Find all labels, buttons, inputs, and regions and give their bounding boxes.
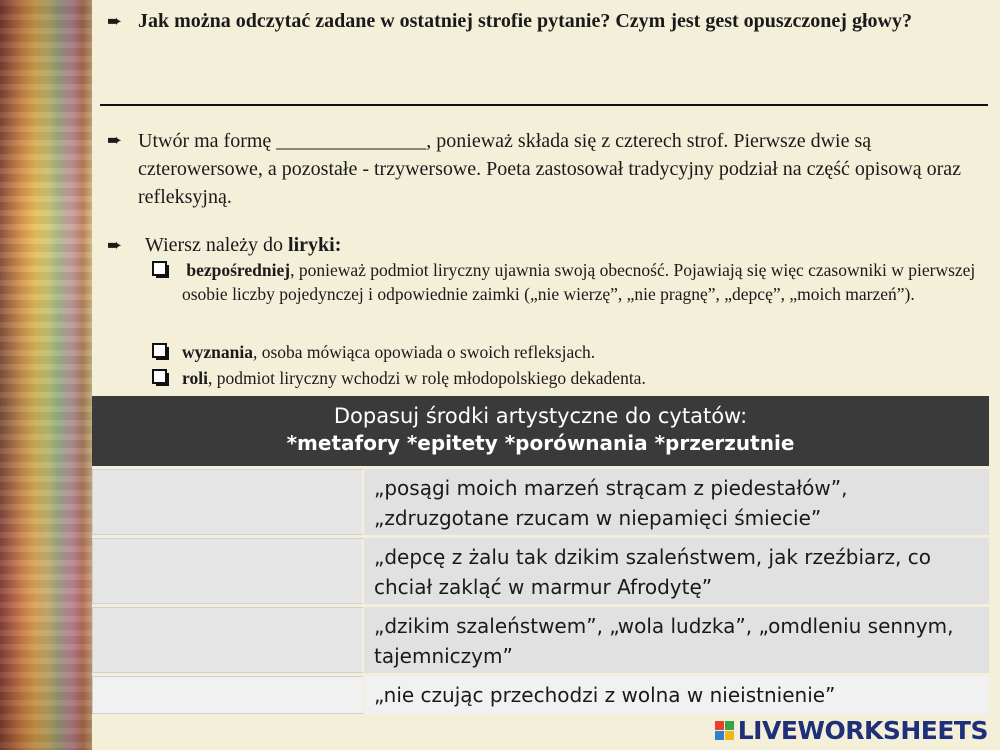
- quote-cell: „nie czując przechodzi z wolna w nieistnienie”: [364, 676, 989, 714]
- matching-exercise-table: [92, 396, 989, 714]
- pointing-hand-bullet-icon: ➨: [107, 235, 123, 255]
- answer-drop-zone[interactable]: [92, 676, 364, 714]
- subpoint-text: , ponieważ podmiot liryczny ujawnia swoją obecność. Pojawiają się więc czasowniki w pierwszej osobie liczby pojedynczej i odpowiednie zaimki („nie wierzę”, „nie pragnę”, „depcę”, „moich marzeń”).: [182, 260, 976, 304]
- pointing-hand-bullet-icon: ➨: [107, 11, 123, 31]
- liveworksheets-logo-icon: [715, 721, 734, 740]
- question-text: Jak można odczytać zadane w ostatniej strofie pytanie? Czym jest gest opuszczonej głowy?: [138, 10, 912, 32]
- subpoint-bold: wyznania: [182, 342, 253, 362]
- quote-cell: „dzikim szaleństwem”, „wola ludzka”, „omdleniu sennym, tajemniczym”: [364, 607, 989, 673]
- checkbox-bullet-icon: [152, 343, 167, 358]
- liveworksheets-watermark: [715, 715, 988, 745]
- lyric-type-bold: liryki:: [288, 234, 342, 256]
- decorative-side-strip: [0, 0, 92, 750]
- answer-drop-zone[interactable]: [92, 607, 364, 673]
- lyric-type-paragraph: [100, 232, 980, 258]
- subpoint-text: , osoba mówiąca opowiada o swoich refleksjach.: [252, 342, 596, 362]
- question-block: [100, 8, 980, 35]
- form-paragraph-text: Utwór ma formę _______________, ponieważ składa się z czterech strof. Pierwsze dwie są czterowersowe, a pozostałe - trzywersowe. Poeta zastosował tradycyjny podział na część opisową oraz refleksyjną.: [138, 130, 961, 208]
- watermark-text: LIVEWORKSHEETS: [737, 715, 988, 745]
- table-row: [92, 673, 989, 714]
- lyric-type-prefix: Wiersz należy do: [145, 234, 289, 256]
- table-row: [92, 535, 989, 604]
- quote-cell: „posągi moich marzeń strącam z piedestałów”, „zdruzgotane rzucam w niepamięci śmiecie”: [364, 469, 989, 535]
- subpoint-item: [152, 366, 982, 390]
- answer-line[interactable]: [100, 104, 988, 106]
- quote-cell: „depcę z żalu tak dzikim szaleństwem, jak rzeźbiarz, co chciał zakląć w marmur Afrodytę”: [364, 538, 989, 604]
- subpoint-item: [152, 258, 982, 306]
- table-row: [92, 604, 989, 673]
- subpoint-item: [152, 340, 982, 364]
- subpoint-bold: bezpośredniej: [186, 260, 291, 280]
- subpoint-text: , podmiot liryczny wchodzi w rolę młodopolskiego dekadenta.: [207, 368, 646, 388]
- checkbox-bullet-icon: [152, 369, 167, 384]
- exercise-title: Dopasuj środki artystyczne do cytatów:: [333, 404, 748, 428]
- answer-drop-zone[interactable]: [92, 538, 364, 604]
- answer-drop-zone[interactable]: [92, 469, 364, 535]
- checkbox-bullet-icon: [152, 261, 167, 276]
- exercise-header: [92, 396, 989, 466]
- table-row: [92, 466, 989, 535]
- exercise-options: *metafory *epitety *porównania *przerzutnie: [286, 431, 795, 455]
- pointing-hand-bullet-icon: ➨: [107, 130, 123, 150]
- form-paragraph: [100, 127, 980, 211]
- subpoint-bold: roli: [182, 368, 208, 388]
